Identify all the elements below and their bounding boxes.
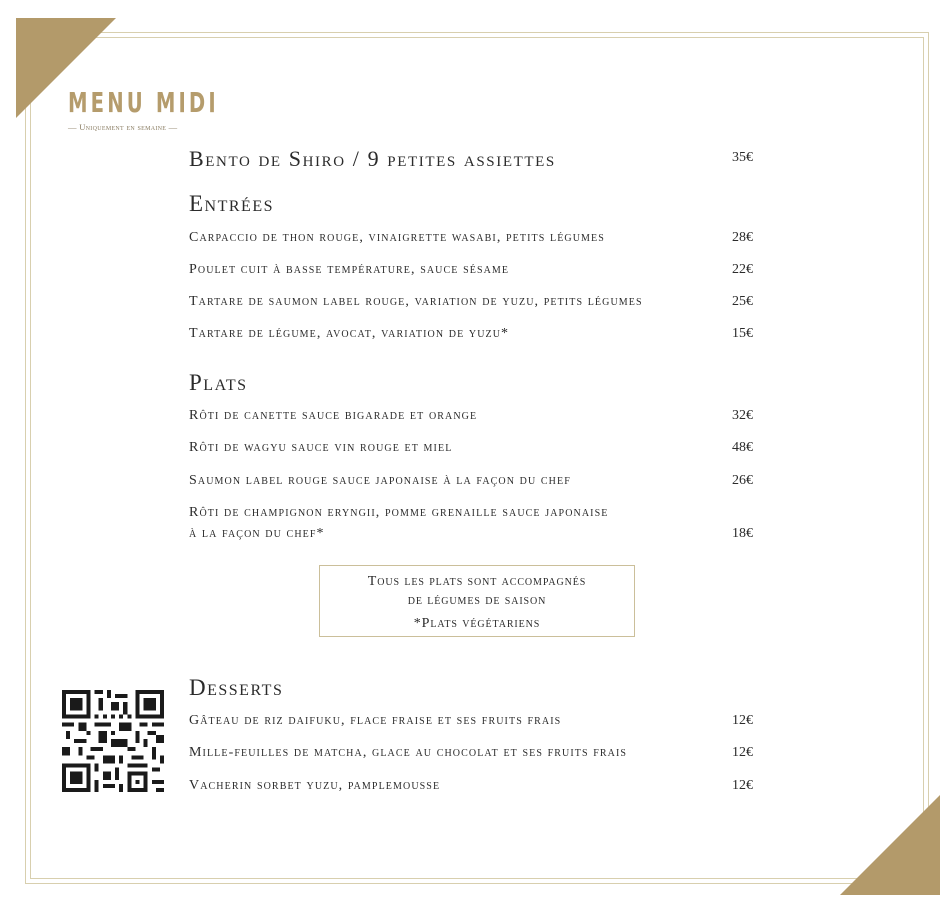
menu-item-price: 22€ xyxy=(732,262,753,277)
section-title-desserts: Desserts xyxy=(189,675,284,700)
menu-item-price: 28€ xyxy=(732,230,753,245)
menu-item: Saumon label rouge sauce japonaise à la façon du chef xyxy=(189,473,571,488)
note-line-2: de légumes de saison xyxy=(407,593,547,608)
menu-item-line1: Rôti de champignon eryngii, pomme grenaille sauce japonaise xyxy=(189,505,609,520)
menu-item-line2: à la façon du chef* xyxy=(189,526,325,541)
qr-code-icon[interactable] xyxy=(62,690,164,792)
section-title-plats: Plats xyxy=(189,370,248,395)
section-title-entrees: Entrées xyxy=(189,191,274,216)
bottom-right-corner-ornament xyxy=(840,795,940,895)
note-line-1: Tous les plats sont accompagnés xyxy=(367,574,587,589)
menu-item: Poulet cuit à basse température, sauce sésame xyxy=(189,262,510,277)
menu-item-price: 25€ xyxy=(732,294,753,309)
menu-subtitle: — Uniquement en semaine — xyxy=(68,122,178,132)
menu-item-price: 18€ xyxy=(732,526,753,541)
menu-item-price: 12€ xyxy=(732,745,753,760)
menu-item-price: 12€ xyxy=(732,713,753,728)
menu-item: Rôti de wagyu sauce vin rouge et miel xyxy=(189,440,453,455)
menu-item: Gâteau de riz daifuku, flace fraise et ses fruits frais xyxy=(189,713,562,728)
menu-item-price: 12€ xyxy=(732,778,753,793)
menu-item: Mille-feuilles de matcha, glace au chocolat et ses fruits frais xyxy=(189,745,628,760)
menu-item: Tartare de saumon label rouge, variation de yuzu, petits légumes xyxy=(189,294,643,309)
menu-item-price: 15€ xyxy=(732,326,753,341)
featured-item-name: Bento de Shiro / 9 petites assiettes xyxy=(189,146,556,171)
note-line-3: *Plats végétariens xyxy=(413,616,541,631)
menu-item-price: 48€ xyxy=(732,440,753,455)
menu-item: Vacherin sorbet yuzu, pamplemousse xyxy=(189,778,441,793)
menu-item-price: 32€ xyxy=(732,408,753,423)
accompaniment-note-box xyxy=(319,565,635,637)
menu-title: MENU MIDI xyxy=(68,86,219,119)
menu-item: Rôti de canette sauce bigarade et orange xyxy=(189,408,478,423)
menu-item-price: 26€ xyxy=(732,473,753,488)
featured-item-price: 35€ xyxy=(732,150,753,165)
menu-item: Carpaccio de thon rouge, vinaigrette wasabi, petits légumes xyxy=(189,230,605,245)
menu-item: Tartare de légume, avocat, variation de yuzu* xyxy=(189,326,510,341)
